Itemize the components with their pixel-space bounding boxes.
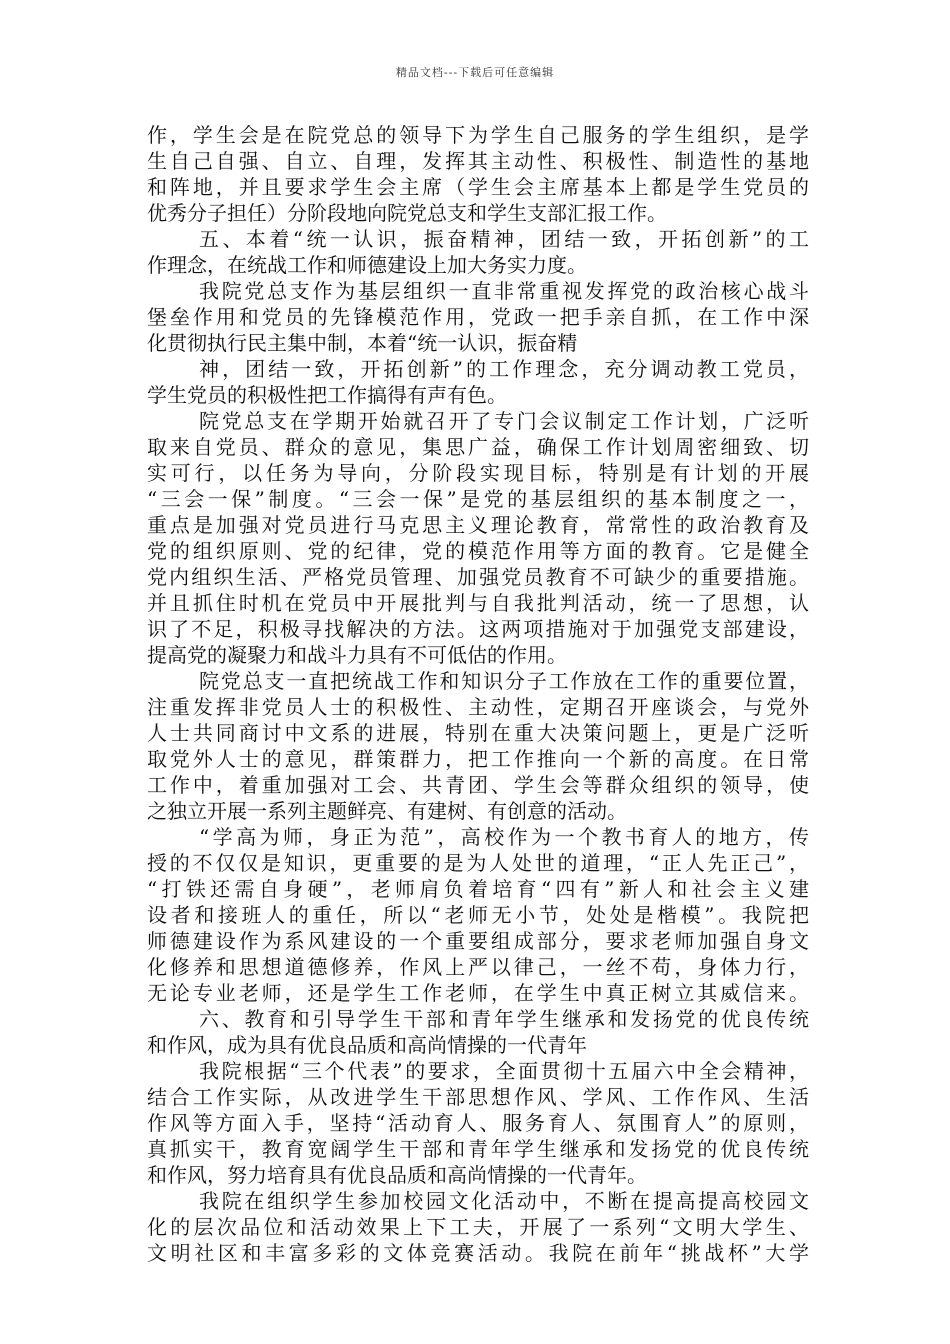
text-line: 之独立开展一系列主题鲜亮、有建树、有创意的活动。 bbox=[147, 799, 627, 823]
text-line: 六、教育和引导学生干部和青年学生继承和发扬党的优良传统 bbox=[199, 1007, 809, 1031]
text-line: 作，学生会是在院党总的领导下为学生自己服务的学生组织，是学 bbox=[147, 123, 809, 147]
text-line: 师德建设作为系风建设的一个重要组成部分，要求老师加强自身文 bbox=[147, 929, 809, 953]
text-line: 重点是加强对党员进行马克思主义理论教育，常常性的政治教育及 bbox=[147, 513, 809, 537]
text-line: “打铁还需自身硬”，老师肩负着培育“四有”新人和社会主义建 bbox=[147, 877, 809, 901]
text-line: 取来自党员、群众的意见，集思广益，确保工作计划周密细致、切 bbox=[147, 435, 809, 459]
text-line: 授的不仅仅是知识，更重要的是为人处世的道理，“正人先正己”， bbox=[147, 851, 809, 875]
text-line: 五、本着“统一认识，振奋精神，团结一致，开拓创新”的工 bbox=[199, 227, 809, 251]
page-header: 精品文档---下载后可任意编辑 bbox=[395, 66, 555, 79]
text-line: 工作中，着重加强对工会、共青团、学生会等群众组织的领导，使 bbox=[147, 773, 809, 797]
text-line: 化贯彻执行民主集中制，本着“统一认识，振奋精 bbox=[147, 331, 578, 355]
text-line: 我院在组织学生参加校园文化活动中，不断在提高提高校园文 bbox=[199, 1189, 809, 1213]
text-line: 党内组织生活、严格党员管理、加强党员教育不可缺少的重要措施。 bbox=[147, 565, 809, 589]
text-line: 识了不足，积极寻找解决的方法。这两项措施对于加强党支部建设， bbox=[147, 617, 809, 641]
text-line: 党的组织原则、党的纪律，党的模范作用等方面的教育。它是健全 bbox=[147, 539, 809, 563]
text-line: 提高党的凝聚力和战斗力具有不可低估的作用。 bbox=[147, 643, 567, 667]
text-line: 人士共同商讨中文系的进展，特别在重大决策问题上，更是广泛听 bbox=[147, 721, 809, 745]
text-line: 和作风，成为具有优良品质和高尚情操的一代青年 bbox=[147, 1033, 587, 1057]
text-line: 实可行，以任务为导向，分阶段实现目标，特别是有计划的开展 bbox=[147, 461, 809, 485]
text-line: 神，团结一致，开拓创新”的工作理念，充分调动教工党员， bbox=[199, 357, 809, 381]
text-line: 文明社区和丰富多彩的文体竞赛活动。我院在前年“挑战杯”大学 bbox=[147, 1241, 809, 1265]
text-line: 我院党总支作为基层组织一直非常重视发挥党的政治核心战斗 bbox=[199, 279, 809, 303]
text-line: 取党外人士的意见，群策群力，把工作推向一个新的高度。在日常 bbox=[147, 747, 809, 771]
text-line: 生自己自强、自立、自理，发挥其主动性、积极性、制造性的基地 bbox=[147, 149, 809, 173]
text-line: 并且抓住时机在党员中开展批判与自我批判活动，统一了思想，认 bbox=[147, 591, 809, 615]
text-line: 我院根据“三个代表”的要求，全面贯彻十五届六中全会精神， bbox=[199, 1059, 809, 1083]
text-line: 堡垒作用和党员的先锋模范作用，党政一把手亲自抓，在工作中深 bbox=[147, 305, 809, 329]
text-line: 无论专业老师，还是学生工作老师，在学生中真正树立其威信来。 bbox=[147, 981, 809, 1005]
text-line: 和阵地，并且要求学生会主席（学生会主席基本上都是学生党员的 bbox=[147, 175, 809, 199]
text-line: 化的层次品位和活动效果上下工夫，开展了一系列“文明大学生、 bbox=[147, 1215, 809, 1239]
text-line: 真抓实干，教育宽阔学生干部和青年学生继承和发扬党的优良传统 bbox=[147, 1137, 809, 1161]
text-line: 化修养和思想道德修养，作风上严以律己，一丝不苟，身体力行， bbox=[147, 955, 809, 979]
text-line: 作风等方面入手，坚持“活动育人、服务育人、氛围育人”的原则， bbox=[147, 1111, 809, 1135]
text-line: 结合工作实际，从改进学生干部思想作风、学风、工作作风、生活 bbox=[147, 1085, 809, 1109]
text-line: 和作风，努力培育具有优良品质和高尚情操的一代青年。 bbox=[147, 1163, 647, 1187]
text-line: 设者和接班人的重任，所以“老师无小节，处处是楷模”。我院把 bbox=[147, 903, 809, 927]
text-line: “三会一保”制度。“三会一保”是党的基层组织的基本制度之一， bbox=[147, 487, 809, 511]
text-line: 院党总支一直把统战工作和知识分子工作放在工作的重要位置， bbox=[199, 669, 809, 693]
text-line: 优秀分子担任）分阶段地向院党总支和学生支部汇报工作。 bbox=[147, 201, 667, 225]
text-line: 注重发挥非党员人士的积极性、主动性，定期召开座谈会，与党外 bbox=[147, 695, 809, 719]
text-line: 院党总支在学期开始就召开了专门会议制定工作计划，广泛听 bbox=[199, 409, 809, 433]
text-line: 作理念，在统战工作和师德建设上加大务实力度。 bbox=[147, 253, 587, 277]
body-text bbox=[147, 122, 809, 1266]
text-line: 学生党员的积极性把工作搞得有声有色。 bbox=[147, 383, 507, 407]
text-line: “学高为师，身正为范”，高校作为一个教书育人的地方，传 bbox=[199, 825, 809, 849]
